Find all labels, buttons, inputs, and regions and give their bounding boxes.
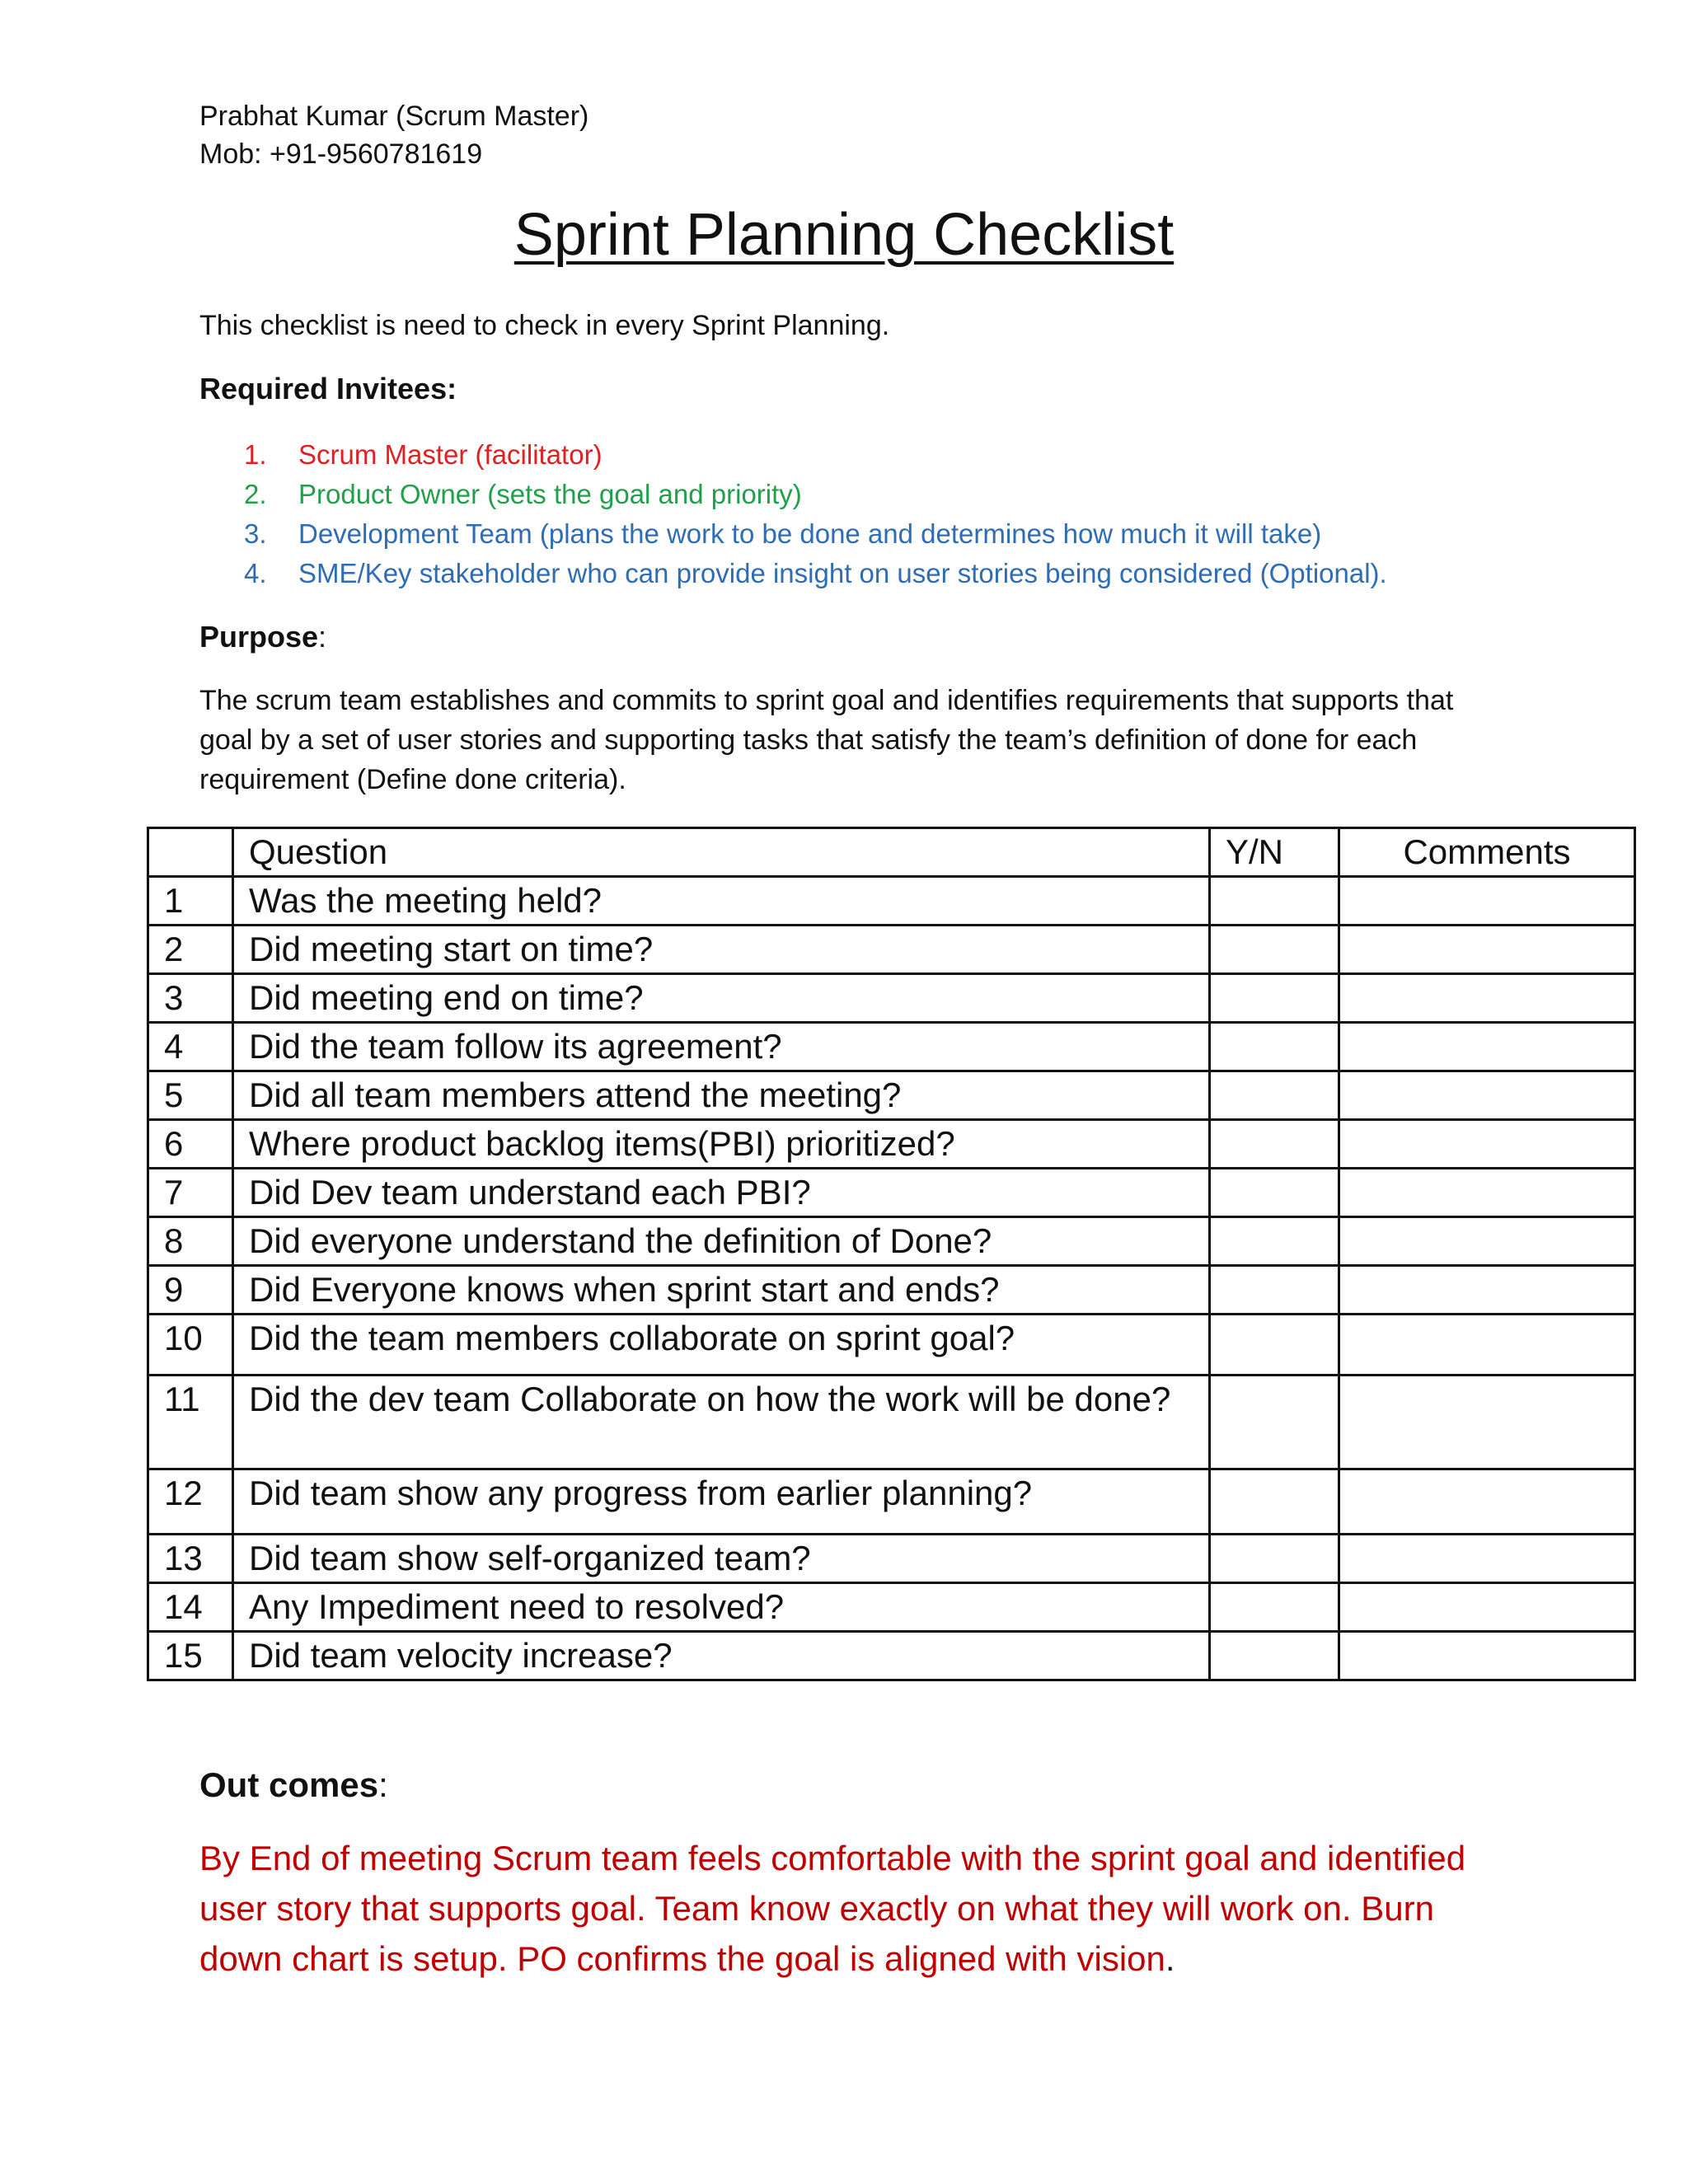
header-num (148, 828, 233, 877)
page-title: Sprint Planning Checklist (513, 202, 1175, 268)
header-comments: Comments (1339, 828, 1635, 877)
row-question: Where product backlog items(PBI) prioritized? (233, 1120, 1210, 1169)
row-comments-cell[interactable] (1339, 1376, 1635, 1469)
header-question: Question (233, 828, 1210, 877)
table-row (148, 1376, 1635, 1469)
row-comments-cell[interactable] (1339, 1583, 1635, 1632)
invitee-number: 3. (244, 518, 267, 549)
row-number: 3 (148, 974, 233, 1023)
invitee-text: Scrum Master (facilitator) (298, 439, 603, 470)
row-yn-cell[interactable] (1210, 1071, 1339, 1120)
row-question: Did the team follow its agreement? (233, 1023, 1210, 1071)
row-yn-cell[interactable] (1210, 1583, 1339, 1632)
checklist-body (148, 877, 1635, 1680)
row-comments-cell[interactable] (1339, 1217, 1635, 1266)
row-yn-cell[interactable] (1210, 1266, 1339, 1315)
row-comments-cell[interactable] (1339, 1315, 1635, 1376)
row-yn-cell[interactable] (1210, 974, 1339, 1023)
table-row (148, 1266, 1635, 1315)
row-question: Did all team members attend the meeting? (233, 1071, 1210, 1120)
row-comments-cell[interactable] (1339, 1169, 1635, 1217)
invitee-item (244, 475, 1387, 514)
table-row (148, 1071, 1635, 1120)
invitee-number: 4. (244, 558, 267, 588)
row-question: Any Impediment need to resolved? (233, 1583, 1210, 1632)
table-header-row (148, 828, 1635, 877)
row-number: 10 (148, 1315, 233, 1376)
row-number: 7 (148, 1169, 233, 1217)
row-number: 5 (148, 1071, 233, 1120)
invitee-item (244, 514, 1387, 554)
row-number: 6 (148, 1120, 233, 1169)
row-yn-cell[interactable] (1210, 926, 1339, 974)
row-question: Did the dev team Collaborate on how the work will be done? (233, 1376, 1210, 1469)
row-question: Did meeting end on time? (233, 974, 1210, 1023)
row-question: Did team velocity increase? (233, 1632, 1210, 1680)
row-comments-cell[interactable] (1339, 1535, 1635, 1583)
row-question: Did team show self-organized team? (233, 1535, 1210, 1583)
row-number: 15 (148, 1632, 233, 1680)
outcomes-body: By End of meeting Scrum team feels comfortable with the sprint goal and identified user story that supports goal. Team know exactly on what they will work on. Burn down chart is setup. PO confirms the goal is aligned with vision (199, 1839, 1466, 1978)
row-number: 11 (148, 1376, 233, 1469)
table-row (148, 877, 1635, 926)
row-comments-cell[interactable] (1339, 1023, 1635, 1071)
header-yn: Y/N (1210, 828, 1339, 877)
table-row (148, 1169, 1635, 1217)
table-row (148, 1120, 1635, 1169)
table-row (148, 974, 1635, 1023)
table-row (148, 1023, 1635, 1071)
row-number: 9 (148, 1266, 233, 1315)
row-number: 2 (148, 926, 233, 974)
row-comments-cell[interactable] (1339, 877, 1635, 926)
purpose-heading (199, 617, 326, 657)
row-number: 8 (148, 1217, 233, 1266)
table-row (148, 1217, 1635, 1266)
row-yn-cell[interactable] (1210, 1169, 1339, 1217)
row-question: Did Everyone knows when sprint start and ends? (233, 1266, 1210, 1315)
outcomes-text (199, 1833, 1485, 1984)
row-number: 12 (148, 1469, 233, 1535)
row-yn-cell[interactable] (1210, 1632, 1339, 1680)
row-number: 14 (148, 1583, 233, 1632)
row-yn-cell[interactable] (1210, 1535, 1339, 1583)
checklist-table (147, 827, 1636, 1681)
invitees-list (244, 435, 1387, 593)
row-comments-cell[interactable] (1339, 974, 1635, 1023)
purpose-text: The scrum team establishes and commits to sprint goal and identifies requirements that supports that goal by a set of user stories and supporting tasks that satisfy the team’s definition of done for each requirement (Define done criteria). (199, 685, 1454, 795)
invitee-item (244, 435, 1387, 475)
row-question: Did Dev team understand each PBI? (233, 1169, 1210, 1217)
row-yn-cell[interactable] (1210, 1023, 1339, 1071)
row-yn-cell[interactable] (1210, 1120, 1339, 1169)
purpose-heading-colon: : (318, 620, 327, 654)
row-question: Did team show any progress from earlier planning? (233, 1469, 1210, 1535)
row-yn-cell[interactable] (1210, 1469, 1339, 1535)
author-block (199, 97, 588, 173)
invitee-item (244, 554, 1387, 593)
row-number: 4 (148, 1023, 233, 1071)
row-yn-cell[interactable] (1210, 1315, 1339, 1376)
row-yn-cell[interactable] (1210, 877, 1339, 926)
row-question: Did everyone understand the definition of Done? (233, 1217, 1210, 1266)
table-row (148, 926, 1635, 974)
row-question: Did meeting start on time? (233, 926, 1210, 974)
row-comments-cell[interactable] (1339, 1120, 1635, 1169)
row-comments-cell[interactable] (1339, 1266, 1635, 1315)
outcomes-period: . (1165, 1939, 1175, 1978)
row-number: 1 (148, 877, 233, 926)
row-comments-cell[interactable] (1339, 1469, 1635, 1535)
row-comments-cell[interactable] (1339, 1632, 1635, 1680)
table-row (148, 1315, 1635, 1376)
author-line: Prabhat Kumar (Scrum Master) (199, 101, 589, 132)
invitees-heading: Required Invitees: (199, 372, 457, 405)
invitee-text: Development Team (plans the work to be done and determines how much it will take) (298, 518, 1322, 549)
table-row (148, 1469, 1635, 1535)
row-comments-cell[interactable] (1339, 1071, 1635, 1120)
table-row (148, 1632, 1635, 1680)
purpose-heading-label: Purpose (199, 620, 319, 654)
outcomes-heading-colon: : (378, 1765, 388, 1804)
row-yn-cell[interactable] (1210, 1217, 1339, 1266)
invitee-number: 2. (244, 479, 267, 509)
row-question: Was the meeting held? (233, 877, 1210, 926)
table-row (148, 1535, 1635, 1583)
invitee-number: 1. (244, 439, 267, 470)
row-comments-cell[interactable] (1339, 926, 1635, 974)
invitee-text: Product Owner (sets the goal and priority) (298, 479, 802, 509)
outcomes-heading-label: Out comes (199, 1765, 379, 1804)
mobile-line: Mob: +91-9560781619 (199, 138, 483, 170)
intro-text: This checklist is need to check in every Sprint Planning. (199, 310, 890, 341)
invitee-text: SME/Key stakeholder who can provide insight on user stories being considered (Optional). (298, 558, 1387, 588)
table-row (148, 1583, 1635, 1632)
outcomes-heading (199, 1762, 388, 1808)
row-number: 13 (148, 1535, 233, 1583)
row-yn-cell[interactable] (1210, 1376, 1339, 1469)
row-question: Did the team members collaborate on sprint goal? (233, 1315, 1210, 1376)
